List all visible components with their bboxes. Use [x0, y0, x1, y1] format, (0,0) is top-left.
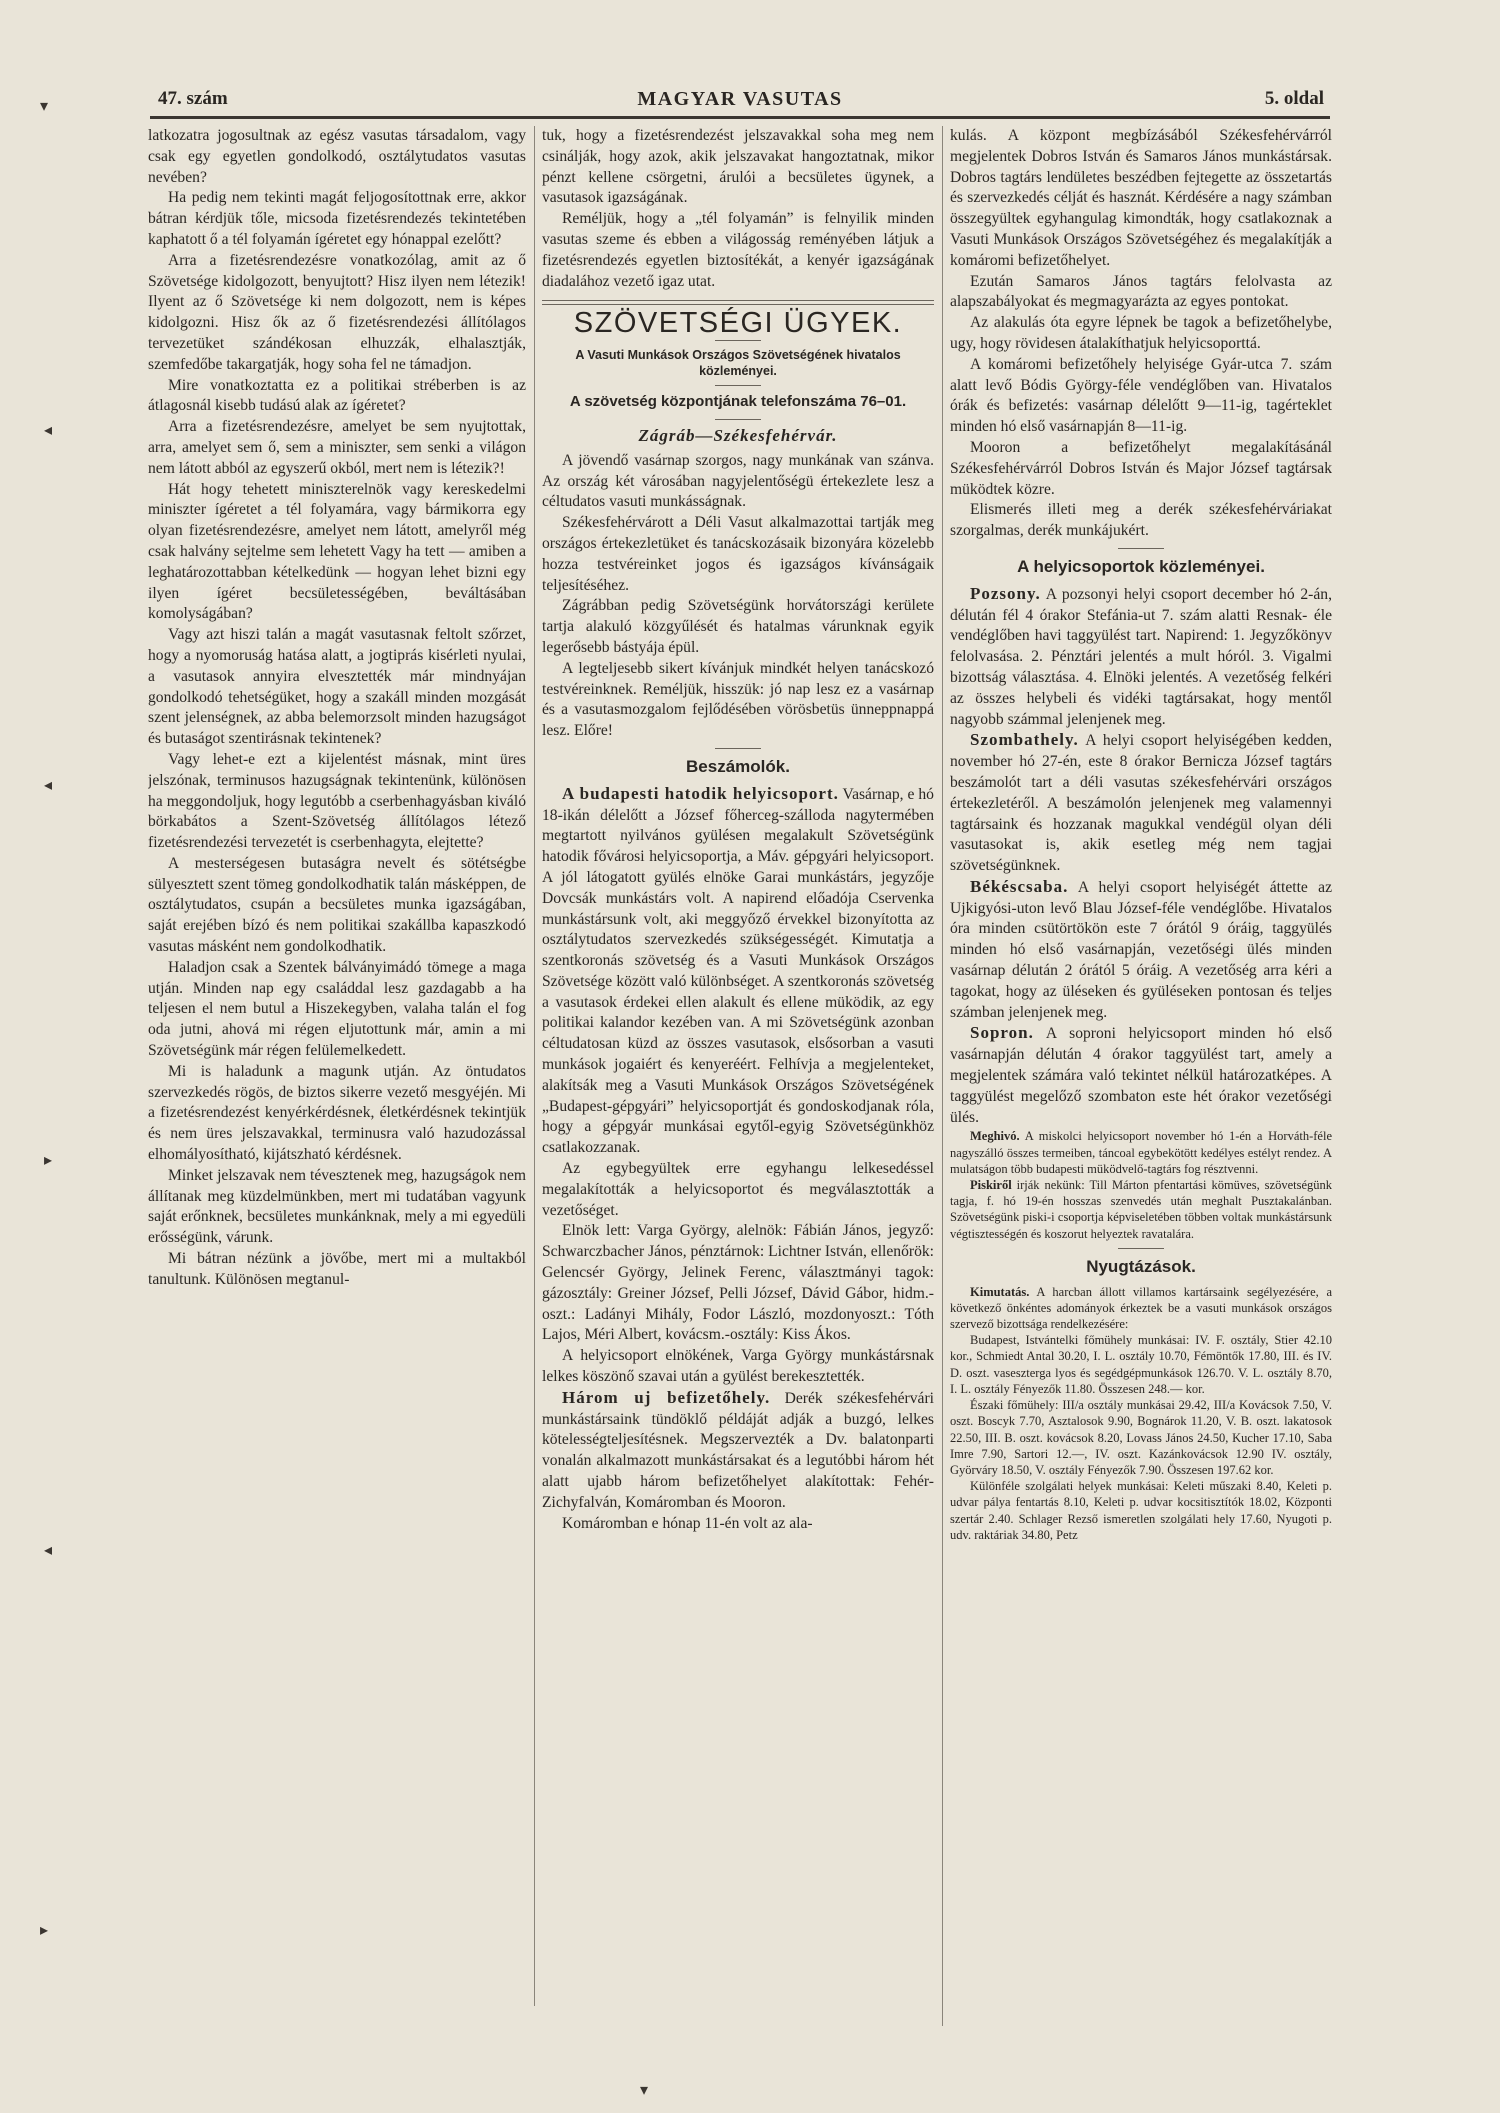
article-text: Vasárnap, e hó 18-ikán délelőtt a József főherceg-szálloda nagytermében megtartott nyilvános gyülésen megalakult Szövetségünk hatodik fővárosi helyicsoportja, a Máv. gépgyári helyicsoport. A jól látogatott gyülés elnöke Garai munkástárs, jegyzője Dovcsák munkástárs volt. A napirend előadója Cservenka munkástársunk volt, aki meggyőző érvekkel bizonyította az osztálytudatos szervezkedés szükségességét. Kimutatja a szentkoronás szövetség és a Vasuti Munkások Országos Szövetsége között való különbséget. A szentkoronás szövetség a vasutasok érdekei ellen alakult és ellene müködik, az egy politikai kalandor kezében van. A mi Szövetségünk azonban céltudatosan küzd az összes vasutasok, elsősorban a vasuti munkások jogaiért és kenyeréért. Felhívja a megjelenteket, alakítsák meg a Vasuti Munkások Országos Szövetségének „Budapest-gépgyári” helyicsoportját és gondoskodjanak róla, hogy a gépgyár munkásai egytől-egyig Szövetségünkhöz csatlakozzanak.: [542, 785, 934, 1157]
article-heading: Zágráb—Székesfehérvár.: [638, 425, 838, 445]
article-lead: Három uj befizetőhely.: [562, 1387, 771, 1407]
section-rule: [542, 300, 934, 305]
header-rule: [150, 116, 1330, 119]
paragraph: latkozatra jogosultnak az egész vasutas társadalom, vagy csak egy egyetlen gondolkodó, osztálytudatos vasutas nevében?: [148, 127, 526, 186]
divider: [715, 340, 761, 341]
receipt-text: Északi főmühely: III/a osztály munkásai 29.42, III/a Kovácsok 7.50, V. oszt. Boscyk 7.70, Asztalosok 9.90, Bognárok 11.20, V. B. oszt. lakatosok 22.50, III. B. oszt. kovácsok 8.20, Lovass János 24.50, Kucher 17.10, Saba Imre 7.90, Sartori 12.—, IV. oszt. Kazánkovácsok 12.90 IV. osztály, Györváry 18.50, V. osztály Fényezők 7.90. Összesen 197.62 kor.: [950, 1398, 1332, 1477]
paragraph: Ezután Samaros János tagtárs felolvasta az alapszabályokat és megmagyarázta az egyes pontokat.: [950, 272, 1332, 311]
issue-number: 47. szám: [158, 88, 228, 109]
section-title: A helyicsoportok közleményei.: [1017, 556, 1265, 576]
paragraph: Ha pedig nem tekinti magát feljogosítottnak erre, akkor bátran kérdjük tőle, micsoda fizetésrendezés tekintetében kaphatott ő a tél folyamán ígéretet egy hónappal ezelőtt?: [148, 189, 526, 248]
notice-lead: Meghivó.: [970, 1129, 1020, 1144]
notice-text: irják nekünk: Till Márton pfentartási kömüves, szövetségünk tagja, f. hó 19-én hosszas szenvedés után meghalt Pusztakalánban. Szövetségünk piski-i csoportja képviseletében többen voltak munkástársunk végtisztességén és koszorut helyeztek ravatalára.: [950, 1178, 1332, 1241]
divider: [715, 419, 761, 420]
margin-mark: ▾: [640, 2080, 649, 2099]
divider: [1118, 548, 1164, 549]
column-divider: [942, 126, 943, 2026]
article-text: Derék székesfehérvári munkástársaink tündöklő példáját adják a buzgó, lelkes kötelességteljesítésnek. Megszervezték a Dv. balatonparti vonalán alkalmazott munkástársakat és a legutóbbi három hét alatt ujabb három befizetőhelyet alakítottak: Fehér-Zichyfalván, Komáromban és Mooron.: [542, 1389, 934, 1511]
column-3: [950, 126, 1332, 2096]
paragraph: kulás. A központ megbízásából Székesfehérvárról megjelentek Dobros István és Samaros János munkástársak. Dobros tagtárs lendületes beszédben fejtegette az összetartás és szervezkedés célját és hasznát. Kérdésére a nagy számban összegyültek egyhangulag kimondták, hogy csatlakoznak a Vasuti Munkások Országos Szövetségéhez és megalakítják a komáromi befizetőhelyet.: [950, 127, 1332, 269]
paragraph: Zágrábban pedig Szövetségünk horvátországi kerülete tartja alakuló közgyűlését és hatalmas várunknak egyik legerősebb bástyája épül.: [542, 597, 934, 656]
section-title: Nyugtázások.: [1086, 1256, 1196, 1276]
section-title: SZÖVETSÉGI ÜGYEK.: [573, 307, 903, 340]
paragraph: A helyicsoport elnökének, Varga György munkástársnak lelkes köszönő szavai után a gyülést berekesztették.: [542, 1347, 934, 1386]
paragraph: Vagy lehet-e ezt a kijelentést másnak, mint üres jelszónak, terminusos hazugságnak tekintenünk, különösen ha meggondoljuk, hogy legutóbb a cserbenhagyásban kiváló börkabátos a Szent-Szövetség állítólagos létező fizetésrendezési tervezetét is cserbenhagyta, elejtette?: [148, 750, 526, 852]
divider: [1118, 1248, 1164, 1249]
paragraph: tuk, hogy a fizetésrendezést jelszavakkal soha meg nem csinálják, hogy azok, akik jelszavakat hangoztatnak, mikor pénzt kellene csörgetni, árulói a becsületes ügynek, a vasutasok igazságának.: [542, 127, 934, 207]
paragraph: Haladjon csak a Szentek bálványimádó tömege a maga utján. Minden nap egy családdal lesz gazdagabb a ha teljesen el nem butul a Hiszekegyben, valaha talán el fog oda jutni, ahová mi régen eljutottunk már, amin a mi Szövetségünk már régen felülemelkedett.: [148, 958, 526, 1060]
group-text: A helyi csoport helyiségét áttette az Ujkigyósi-uton levő Blau József-féle vendéglőbe. Hivatalos óra minden csütörtökön este 7 órától 9 óráig, taggyülés minden hó első vasárnapján, vezetőségi ülés minden vasárnap délután 2 órától 5 óráig. A vezetőség arra kéri a tagokat, hogy az üléseken és gyüléseken pontosan és teljes számban jelenjenek meg.: [950, 878, 1332, 1021]
group-lead: Sopron.: [970, 1023, 1034, 1043]
receipt-text: A harcban állott villamos kartársaink segélyezésére, a következő önkéntes adományok érkeztek be a vasuti munkások országos szervező bizottsága rendelkezésére:: [950, 1284, 1332, 1332]
paragraph: Mi bátran nézünk a jövőbe, mert mi a multakból tanultunk. Különösen megtanul-: [148, 1250, 526, 1288]
group-lead: Békéscsaba.: [970, 876, 1069, 896]
paragraph: A legteljesebb sikert kívánjuk mindkét helyen tanácskozó testvéreinknek. Reméljük, hisszük: jó nap lesz ez a vasárnap és a vasutasmozgalom fejlődésében vörösbetüs ünneppnappá lesz. Előre!: [542, 659, 934, 740]
paragraph: Komáromban e hónap 11-én volt az ala-: [562, 1514, 813, 1532]
group-text: A pozsonyi helyi csoport december hó 2-án, délután fél 4 órakor Stefánia-ut 7. szám alatti Resnak- éle vendéglőben havi taggyülést tart. Napirend: 1. Jegyzőkönyv felolvasása. 2. Pénztári jelentés a mult hóról. 3. Vigalmi bizottság választása. 4. Elnöki jelentés. A vezetőség felkéri az összes helybeli és vidéki tagtársakat, hogy mentől nagyobb számmal jelenjenek meg.: [950, 585, 1332, 728]
paragraph: Mire vonatkoztatta ez a politikai stréberben is az átlagosnál kisebb tudású alak az ígéretet?: [148, 376, 526, 415]
paragraph: Arra a fizetésrendezésre vonatkozólag, amit az ő Szövetsége kidolgozott, benyujtott? Hisz ilyen nem létezik! Ilyent az ő Szövetsége ki nem dolgozott, nem is képes kidolgozni. Hisz ők az ő fizetésrendezési állítólagos tervezetüket szándékosan elhuzzák, elhalasztják, szemfedőbe takargatják, hogy soha fel ne támadjon.: [148, 251, 526, 373]
section-title: Beszámolók.: [686, 756, 790, 776]
receipt-text: Különféle szolgálati helyek munkásai: Keleti műszaki 8.40, Keleti p. udvar pálya fentartás 8.10, Keleti p. udvar kocsitisztítók 18.02, Központi szertár 2.40. Schlager Rezső ismeretlen szolgálati hely 17.60, Nyugoti p. udv. raktáriak 34.80, Petz: [950, 1479, 1332, 1542]
paragraph: Vagy azt hiszi talán a magát vasutasnak feltolt szőrzet, hogy a nyomoruság hatása alatt, a jogtiprás kisérleti nyulai, a vasutasok annyira elvesztették már mindnyájan gondolkodó tehetségüket, hogy a szakáll minden mozgását szent jelenségnek, az abba belemorzsolt minden hazugságot és butaságot szentirásnak tekintenek?: [148, 626, 526, 748]
group-text: A soproni helyicsoport minden hó első vasárnapján délután 4 órakor taggyülést tart, amely a megjelentek számára való tekintet nélkül határozatképes. A taggyülést megelőző szombaton este hét órakor vezetőségi ülés.: [950, 1025, 1332, 1126]
margin-mark: ◂: [44, 1540, 53, 1559]
paragraph: Mooron a befizetőhelyt megalakításánál Székesfehérvárról Dobros István és Major József tagtársak müködtek közre.: [950, 438, 1332, 498]
divider: [715, 748, 761, 749]
paragraph: Mi is haladunk a magunk utján. Az öntudatos szervezkedés rögös, de biztos sikerre vezető mesgyéjén. Mi a fizetésrendezést kenyérkérdésnek, életkérdésnek tekintjük és nem üres jelszavakkal, terminusra való hazudozással elhomályosítható, kijátszható kérdésnek.: [148, 1062, 526, 1164]
notice-text: A miskolci helyicsoport november hó 1-én a Horváth-féle nagyszálló összes termeiben, táncoal egybekötött kedélyes estélyt rendez. A mulatságon több budapesti müködvelő-tagtárs fog résztvenni.: [950, 1129, 1332, 1176]
margin-mark: ▾: [40, 96, 49, 115]
phone-notice: A szövetség központjának telefonszáma 76–01.: [569, 393, 907, 411]
paragraph: Reméljük, hogy a „tél folyamán” is felnyilik minden vasutas szeme és ebben a világosság reményében látjuk a fizetésrendezés egyetlen biztosítékát, a kenyér igazságának diadalához vezető igaz utat.: [542, 210, 934, 290]
receipt-lead: Kimutatás.: [970, 1284, 1030, 1299]
group-lead: Pozsony.: [970, 583, 1041, 603]
section-subtitle: A Vasuti Munkások Országos Szövetségének hivatalos közleményei.: [575, 348, 901, 379]
group-lead: Szombathely.: [970, 730, 1079, 750]
paragraph: Elnök lett: Varga György, alelnök: Fábián János, jegyző: Schwarczbacher János, pénztárnok: Lichtner István, ellenőrök: Gelencsér György, Jelinek Ferenc, választmányi tagok: gázosztály: Greiner József, Pelli József, Dávid Gábor, hidm.-oszt.: Ladányi Mihály, Fodor László, mozdonyoszt.: Tóth Lajos, Méri Albert, kovácsm.-osztály: Kiss Ákos.: [542, 1222, 934, 1344]
paragraph: Székesfehérvárott a Déli Vasut alkalmazottai tartják meg országos értekezletüket és tanácskozásaik bizonyára közelebb hozza testvéreinket jogos és igazságos kívánságaik teljesítéséhez.: [542, 514, 934, 594]
paragraph: Hát hogy tehetett miniszterelnök vagy kereskedelmi miniszter ígéretet a tél folyamára, vagy bármikorra egy olyan fizetésrendezésre, amelyet nem látott, amelyről még csak halvány sejtelme sem lehetett Vagy ha tett — amiben a leghatározottabban kételkedünk — hogyan lehet bizni egy ilyen ígéret becsületességében, beváltásában komolyságában?: [148, 480, 526, 623]
margin-mark: ◂: [44, 775, 53, 794]
paragraph: Minket jelszavak nem tévesztenek meg, hazugságok nem állítanak meg küzdelmünkben, mert mi tudatában vagyunk saját erőnknek, becsületes munkánknak, mely a mi egyedüli erősségünk, várunk.: [148, 1166, 526, 1247]
column-divider: [534, 126, 535, 2006]
paragraph: A komáromi befizetőhely helyisége Gyár-utca 7. szám alatt levő Bódis György-féle vendéglőben van. Hivatalos órák és befizetés: vasárnap délelőtt 9—11-ig, tagérteklet minden hó első vasárnapján 8—11-ig.: [950, 355, 1332, 436]
paragraph: Az egybegyültek erre egyhangu lelkesedéssel megalakították a helyicsoportot és megválasztották a vezetőséget.: [542, 1160, 934, 1219]
newspaper-title: MAGYAR VASUTAS: [637, 88, 843, 110]
paragraph: Arra a fizetésrendezésre, amelyet be sem nyujtottak, arra, amelyet sem ő, sem a miniszter, sem senki a világon nem látott abból az egyszerű okból, mert nem is létezik?!: [148, 418, 526, 477]
column-1: [148, 126, 526, 2096]
article-lead: A budapesti hatodik helyicsoport.: [562, 783, 839, 803]
page-header: [150, 88, 1330, 114]
paragraph: A jövendő vasárnap szorgos, nagy munkának van szánva. Az ország két városában nagyjelentőségü értekezlete lesz a céltudatos vasuti munkásságnak.: [542, 451, 934, 511]
paragraph: A mesterségesen butaságra nevelt és sötétségbe sülyesztett szent tömeg gondolkodhatik talán másképpen, de osztálytudatos, csupán a becsületes munka igazságában, saját erejében bízó és nem politikai szakállba kapaszkodó vasutas másként nem gondolkodhatik.: [148, 854, 526, 956]
paragraph: Elismerés illeti meg a derék székesfehérváriakat szorgalmas, derék munkájukért.: [950, 501, 1332, 540]
margin-mark: ▸: [40, 1920, 49, 1939]
notice-lead: Piskiről: [970, 1178, 1012, 1193]
page-number: 5. oldal: [1264, 88, 1324, 109]
receipt-text: Budapest, Istvántelki főmühely munkásai: IV. F. osztály, Stier 42.10 kor., Schmiedt Antal 30.20, I. L. osztály 10.70, Fémöntők 17.80, III. és IV. D. oszt. vaseszterga lyos és segédgépmunkások 126.70. V. L. osztály 8.70, I. L. osztály Fényezők 11.80. Összesen 248.— kor.: [950, 1333, 1332, 1396]
column-2: [542, 126, 934, 2096]
paragraph: Az alakulás óta egyre lépnek be tagok a befizetőhelybe, ugy, hogy rövidesen átalakíthatjuk helyicsoporttá.: [950, 314, 1332, 352]
margin-mark: ◂: [44, 420, 53, 439]
divider: [715, 385, 761, 386]
group-text: A helyi csoport helyiségében kedden, november hó 27-én, este 8 órakor Berniczа József tagtárs beszámolót tart a déli vasutas székesfehérvári országos értekezletéről. A beszámolón jelenjenek meg valamennyi tagtársaink és hozzanak magukkal vendégül olyan déli vasutasokat is, akik esetleg még nem tagjai szövetségünknek.: [950, 732, 1332, 875]
margin-mark: ▸: [44, 1150, 53, 1169]
